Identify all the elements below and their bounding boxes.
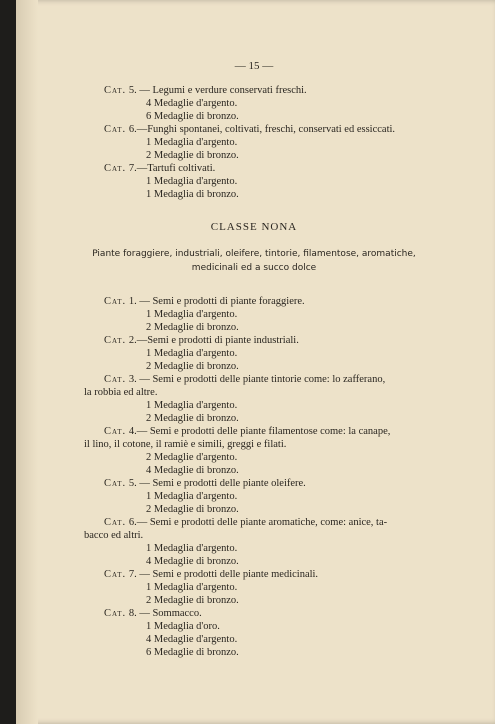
continuation-line: il lino, il cotone, il ramiè e simili, greggi e filati. [84,439,287,450]
classe-subtitle-line-1: Piante foraggiere, industriali, oleifere, tintorie, filamentose, aromatiche, [92,249,416,259]
award-line: 4 Medaglie di bronzo. [146,465,239,476]
award-line: 1 Medaglia d'argento. [146,582,238,593]
document-page [16,0,495,724]
award-line: 1 Medaglia d'oro. [146,621,220,632]
award-line: 1 Medaglia di bronzo. [146,189,239,200]
category-text: 5. — Legumi e verdure conservati freschi. [128,85,307,96]
classe-title: CLASSE NONA [210,221,298,233]
award-line: 1 Medaglia d'argento. [146,176,238,187]
classe-subtitle [84,247,424,275]
award-line: 2 Medaglie di bronzo. [146,413,239,424]
category-text: 7. — Semi e prodotti delle piante medicinali. [128,569,319,580]
award-line: 6 Medaglie di bronzo. [146,111,239,122]
award-line: 2 Medaglie di bronzo. [146,504,239,515]
category-line [84,334,424,347]
page-number: — 15 — [234,60,274,72]
category-text: 2.—Semi e prodotti di piante industriali. [128,335,299,346]
section-awards-continued [84,84,424,201]
category-text: 5. — Semi e prodotti delle piante oleifere. [128,478,306,489]
award-line: 1 Medaglia d'argento. [146,137,238,148]
category-line [84,568,424,581]
category-line [84,162,424,175]
classe-subtitle-line-2: medicinali ed a succo dolce [191,263,317,273]
category-abbr: Cat. [104,426,127,437]
award-line: 2 Medaglie di bronzo. [146,595,239,606]
category-text: 1. — Semi e prodotti di piante foraggiere. [128,296,305,307]
category-text: 3. — Semi e prodotti delle piante tintorie come: lo zafferano, [128,374,386,385]
category-abbr: Cat. [104,85,127,96]
continuation-line: la robbia ed altre. [84,387,158,398]
category-text: 6.—Funghi spontanei, coltivati, freschi, conservati ed essiccati. [128,124,396,135]
award-line: 4 Medaglie di bronzo. [146,556,239,567]
award-line: 2 Medaglie di bronzo. [146,322,239,333]
award-line: 6 Medaglie di bronzo. [146,647,239,658]
category-abbr: Cat. [104,478,127,489]
category-line [84,295,424,308]
continuation-line: bacco ed altri. [84,530,144,541]
category-text: 7.—Tartufi coltivati. [128,163,216,174]
category-line [84,123,424,136]
award-line: 2 Medaglie di bronzo. [146,361,239,372]
award-line: 1 Medaglia d'argento. [146,400,238,411]
page-text [84,60,424,659]
category-text: 4.— Semi e prodotti delle piante filamentose come: la canape, [128,426,391,437]
category-abbr: Cat. [104,517,127,528]
category-line [84,84,424,97]
award-line: 1 Medaglia d'argento. [146,348,238,359]
category-abbr: Cat. [104,608,127,619]
category-abbr: Cat. [104,335,127,346]
category-abbr: Cat. [104,569,127,580]
award-line: 4 Medaglie d'argento. [146,98,238,109]
category-line [84,607,424,620]
award-line: 2 Medaglie d'argento. [146,452,238,463]
category-abbr: Cat. [104,374,127,385]
category-line [84,516,424,529]
category-text: 6.— Semi e prodotti delle piante aromatiche, come: anice, ta- [128,517,388,528]
category-line [84,373,424,386]
category-line [84,425,424,438]
category-line [84,477,424,490]
section-classe-nona [84,295,424,659]
page-gutter [16,0,38,724]
category-text: 8. — Sommacco. [128,608,202,619]
award-line: 1 Medaglia d'argento. [146,543,238,554]
award-line: 1 Medaglia d'argento. [146,309,238,320]
award-line: 4 Medaglie d'argento. [146,634,238,645]
category-abbr: Cat. [104,296,127,307]
award-line: 1 Medaglia d'argento. [146,491,238,502]
category-abbr: Cat. [104,163,127,174]
category-abbr: Cat. [104,124,127,135]
award-line: 2 Medaglie di bronzo. [146,150,239,161]
